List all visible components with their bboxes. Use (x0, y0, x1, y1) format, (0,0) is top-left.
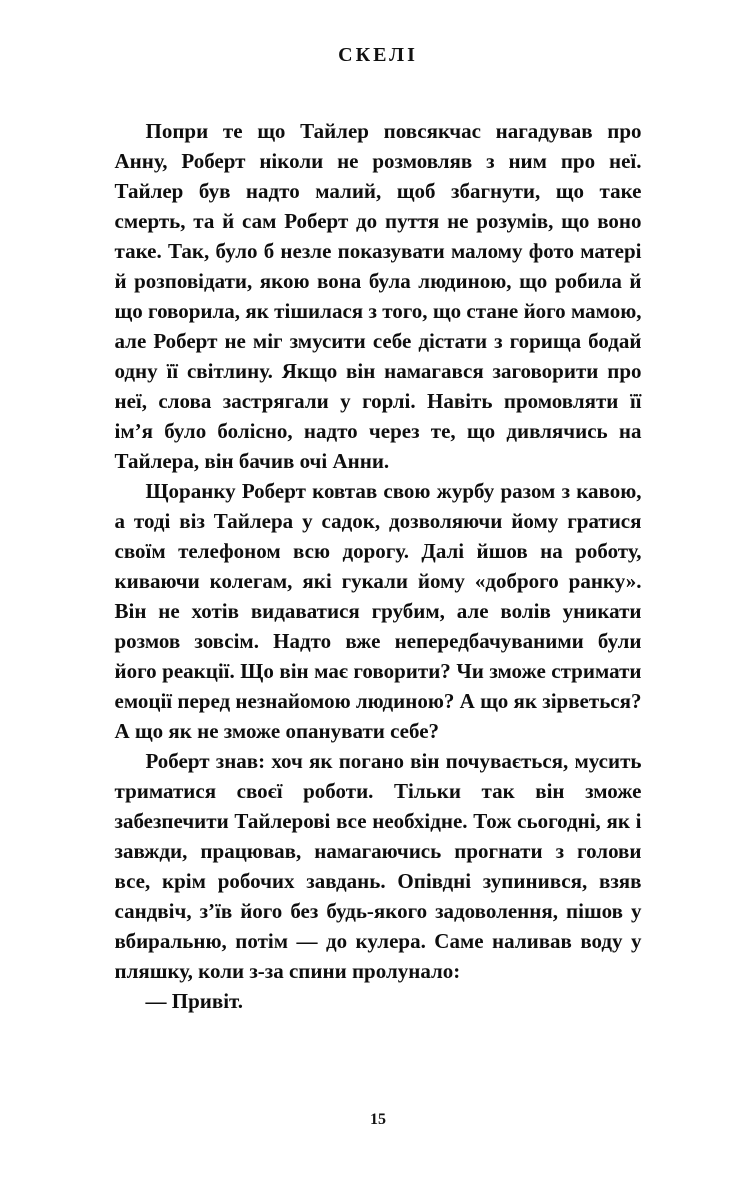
paragraph: Щоранку Роберт ковтав свою журбу разом з кавою, а тоді віз Тайлера у садок, дозволяючи йому гратися своїм телефоном всю дорогу. Далі йшов на роботу, киваючи колегам, які гукали йому «доброго ранку». Він не хотів видаватися грубим, але волів уникати розмов зовсім. Надто вже непередбачуваними були його реакції. Що він має говорити? Чи зможе стримати емоції перед незнайомою людиною? А що як зірветься? А що як не зможе опанувати себе? (114, 479, 642, 743)
paragraph: Роберт знав: хоч як погано він почувається, мусить триматися своєї роботи. Тільки так він зможе забезпечити Тайлерові все необхідне. Тож сьогодні, як і завжди, працював, намагаючись прогнати з голови все, крім робочих завдань. Опівдні зупинився, взяв сандвіч, з’їв його без будь-якого задоволення, пішов у вбиральню, потім — до кулера. Саме наливав воду у пляшку, коли з-за спини пролунало: (114, 749, 642, 983)
paragraph-dialogue: — Привіт. (145, 989, 244, 1013)
page-number: 15 (370, 1111, 386, 1128)
running-head-chapter-title: СКЕЛІ (338, 44, 418, 66)
body-text-block (115, 116, 642, 1016)
paragraph: Попри те що Тайлер повсякчас нагадував про Анну, Роберт ніколи не розмовляв з ним про неї. Тайлер був надто малий, щоб збагнути, що таке смерть, та й сам Роберт до пуття не розумів, що воно таке. Так, було б незле показувати малому фото матері й розповідати, якою вона була людиною, що робила й що говорила, як тішилася з того, що стане його мамою, але Роберт не міг змусити себе дістати з горища бодай одну її світлину. Якщо він намагався заговорити про неї, слова застрягали у горлі. Навіть промовляти її ім’я було болісно, надто через те, що дивлячись на Тайлера, він бачив очі Анни. (114, 119, 642, 473)
